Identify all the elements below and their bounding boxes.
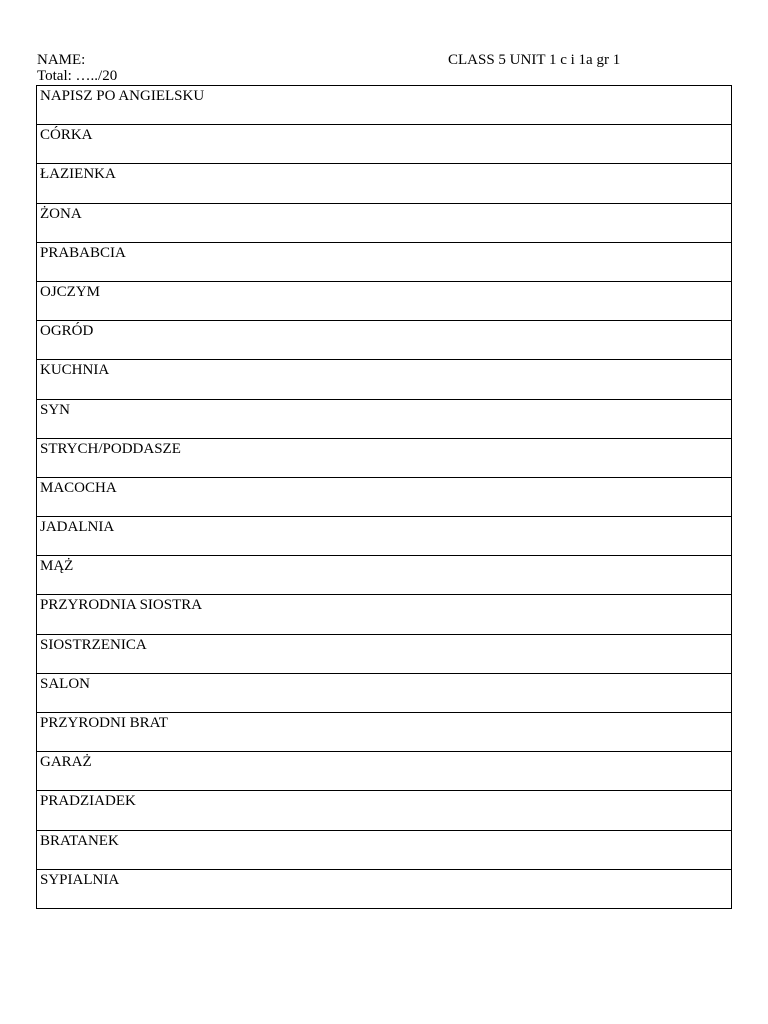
word-cell: PRABABCIA	[37, 242, 732, 281]
table-row	[37, 203, 732, 242]
word-cell: ŻONA	[37, 203, 732, 242]
word-cell: PRZYRODNIA SIOSTRA	[37, 595, 732, 634]
instruction-cell: NAPISZ PO ANGIELSKU	[37, 86, 732, 125]
word-cell: BRATANEK	[37, 830, 732, 869]
table-row	[37, 752, 732, 791]
table-row	[37, 438, 732, 477]
word-cell: SYPIALNIA	[37, 869, 732, 908]
table-row	[37, 791, 732, 830]
table-row	[37, 281, 732, 320]
word-cell: SALON	[37, 673, 732, 712]
name-label: NAME:	[37, 52, 86, 68]
word-cell: GARAŻ	[37, 752, 732, 791]
vocabulary-table	[36, 85, 732, 909]
word-cell: KUCHNIA	[37, 360, 732, 399]
table-row	[37, 125, 732, 164]
table-row	[37, 595, 732, 634]
table-row	[37, 830, 732, 869]
word-cell: STRYCH/PODDASZE	[37, 438, 732, 477]
word-cell: OJCZYM	[37, 281, 732, 320]
word-cell: MACOCHA	[37, 477, 732, 516]
table-row	[37, 517, 732, 556]
word-cell: PRADZIADEK	[37, 791, 732, 830]
table-header-row	[37, 86, 732, 125]
table-row	[37, 242, 732, 281]
table-row	[37, 360, 732, 399]
table-row	[37, 164, 732, 203]
word-cell: SYN	[37, 399, 732, 438]
table-row	[37, 399, 732, 438]
table-row	[37, 869, 732, 908]
word-cell: ŁAZIENKA	[37, 164, 732, 203]
table-row	[37, 673, 732, 712]
word-cell: JADALNIA	[37, 517, 732, 556]
table-row	[37, 634, 732, 673]
word-cell: OGRÓD	[37, 321, 732, 360]
class-label: CLASS 5 UNIT 1 c i 1a gr 1	[448, 52, 621, 68]
word-cell: PRZYRODNI BRAT	[37, 713, 732, 752]
word-cell: SIOSTRZENICA	[37, 634, 732, 673]
word-cell: CÓRKA	[37, 125, 732, 164]
total-score-label: Total: …../20	[37, 68, 118, 84]
table-row	[37, 477, 732, 516]
table-row	[37, 556, 732, 595]
table-row	[37, 713, 732, 752]
word-cell: MĄŻ	[37, 556, 732, 595]
table-row	[37, 321, 732, 360]
